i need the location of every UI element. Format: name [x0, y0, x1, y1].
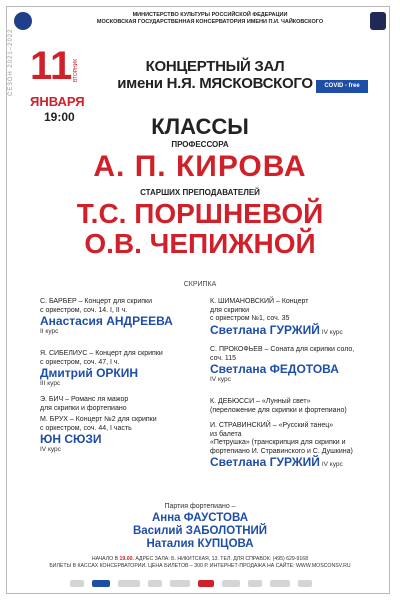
- pianist-name: Анна ФАУСТОВА: [151, 512, 249, 524]
- work-details: с оркестром, соч. 47, I ч.: [40, 358, 120, 366]
- sponsor-logo-icon: [92, 580, 110, 587]
- program-item: [210, 398, 347, 415]
- work-title: И. СТРАВИНСКИЙ – «Русский танец»: [210, 422, 334, 429]
- date-weekday: ВТОРНИК: [73, 58, 79, 82]
- ministry-emblem-icon: [14, 12, 32, 30]
- program-item: [210, 422, 360, 470]
- info-address: АДРЕС ЗАЛА: Б. НИКИТСКАЯ, 13. ТЕЛ. ДЛЯ СПРАВОК: (495) 629-9168: [133, 556, 309, 562]
- piano-label: Партия фортепиано –: [164, 503, 236, 510]
- performer-name: Светлана ГУРЖИЙ: [210, 455, 320, 469]
- pianist-name: Василий ЗАБОЛОТНИЙ: [132, 525, 268, 537]
- program-item: [40, 350, 163, 389]
- performer-name: Дмитрий ОРКИН: [40, 366, 139, 380]
- program-item: [40, 396, 128, 413]
- pianist-name: Наталия КУПЦОВА: [146, 538, 254, 550]
- venue-line1: КОНЦЕРТНЫЙ ЗАЛ: [145, 58, 285, 75]
- work-title: Э. БИЧ – Романс ля мажор: [40, 396, 129, 403]
- performer-course: IV курс: [210, 376, 231, 383]
- work-title: К. ШИМАНОВСКИЙ – Концерт: [210, 298, 309, 305]
- performer-course: IV курс: [321, 461, 343, 468]
- info-start-label: НАЧАЛО В: [91, 556, 120, 562]
- teacher-2-name: О.В. ЧЕПИЖНОЙ: [84, 228, 316, 259]
- venue-line2: имени Н.Я. МЯСКОВСКОГО: [117, 75, 313, 92]
- classes-title: КЛАССЫ: [151, 114, 249, 139]
- work-details: с оркестром, соч. 14. I, II ч.: [40, 306, 128, 314]
- program-item: [40, 298, 173, 337]
- info-tickets: БИЛЕТЫ В КАССАХ КОНСЕРВАТОРИИ. ЦЕНА БИЛЕТОВ – 300 Р. ИНТЕРНЕТ-ПРОДАЖА НА САЙТЕ: WWW.MOSCONSV.RU: [49, 562, 351, 569]
- sponsor-logo-icon: [118, 580, 140, 587]
- sponsor-logo-icon: [248, 580, 262, 587]
- work-details: из балета: [210, 430, 242, 438]
- info-start-time: 19.00.: [119, 556, 134, 562]
- teacher-1-name: Т.С. ПОРШНЕВОЙ: [76, 198, 324, 229]
- work-details-2: с оркестром №1, соч. 35: [210, 315, 290, 322]
- sponsor-logo-icon: [170, 580, 190, 587]
- performer-name: ЮН СЮЗИ: [40, 432, 102, 446]
- date-day: 11: [30, 44, 73, 88]
- work-title: С. БАРБЕР – Концерт для скрипки: [40, 298, 153, 305]
- ministry-line1: МИНИСТЕРСТВО КУЛЬТУРЫ РОССИЙСКОЙ ФЕДЕРАЦИИ: [132, 12, 288, 18]
- program-item: [40, 416, 157, 455]
- season-vertical-text: СЕЗОН 2021–2022: [8, 28, 14, 96]
- work-title: М. БРУХ – Концерт №2 для скрипки: [40, 416, 157, 423]
- performer-course: IV курс: [321, 328, 343, 336]
- sponsor-logo-icon: [270, 580, 290, 587]
- sponsor-logo-icon: [298, 580, 312, 587]
- ministry-header: [60, 12, 360, 26]
- date-month: ЯНВАРЯ: [30, 94, 85, 109]
- sponsor-logo-icon: [198, 580, 214, 587]
- work-details-2: «Петрушка» (транскрипция для скрипки и фортепиано И. Стравинского и С. Душкина): [210, 439, 353, 455]
- performer-name: Светлана ГУРЖИЙ: [210, 322, 320, 337]
- work-details: с оркестром, соч. 44, I часть: [40, 424, 132, 432]
- work-title: К. ДЕБЮССИ – «Лунный свет»: [210, 398, 311, 405]
- professor-label: ПРОФЕССОРА: [171, 140, 229, 149]
- work-title: Я. СИБЕЛИУС – Концерт для скрипки: [40, 350, 163, 357]
- venue-title: [110, 58, 320, 92]
- concert-info: [40, 556, 360, 569]
- covid-free-badge: COVID - free: [316, 80, 368, 93]
- ministry-line2: МОСКОВСКАЯ ГОСУДАРСТВЕННАЯ КОНСЕРВАТОРИЯ ИМЕНИ П.И. ЧАЙКОВСКОГО: [96, 19, 324, 25]
- sponsor-logos: [70, 578, 370, 588]
- conservatory-logo-icon: [370, 12, 386, 30]
- performer-name: Светлана ФЕДОТОВА: [210, 362, 339, 376]
- work-details: соч. 115: [210, 354, 237, 362]
- professor-name: А. П. КИРОВА: [93, 150, 307, 183]
- date-time: 19:00: [44, 110, 75, 124]
- work-details: для скрипки: [210, 306, 250, 314]
- teachers-label: СТАРШИХ ПРЕПОДАВАТЕЛЕЙ: [140, 188, 260, 197]
- performer-course: IV курс: [40, 446, 61, 453]
- program-item: [210, 346, 354, 385]
- sponsor-logo-icon: [70, 580, 84, 587]
- instrument-label: СКРИПКА: [183, 281, 217, 288]
- performer-name: Анастасия АНДРЕЕВА: [40, 314, 173, 328]
- performer-course: III курс: [40, 380, 61, 387]
- program-item: [210, 298, 343, 337]
- work-title: С. ПРОКОФЬЕВ – Соната для скрипки соло,: [210, 346, 355, 353]
- performer-course: II курс: [40, 328, 59, 335]
- sponsor-logo-icon: [222, 580, 240, 587]
- sponsor-logo-icon: [148, 580, 162, 587]
- work-details: (переложение для скрипки и фортепиано): [210, 406, 347, 414]
- work-details: для скрипки и фортепиано: [40, 404, 127, 412]
